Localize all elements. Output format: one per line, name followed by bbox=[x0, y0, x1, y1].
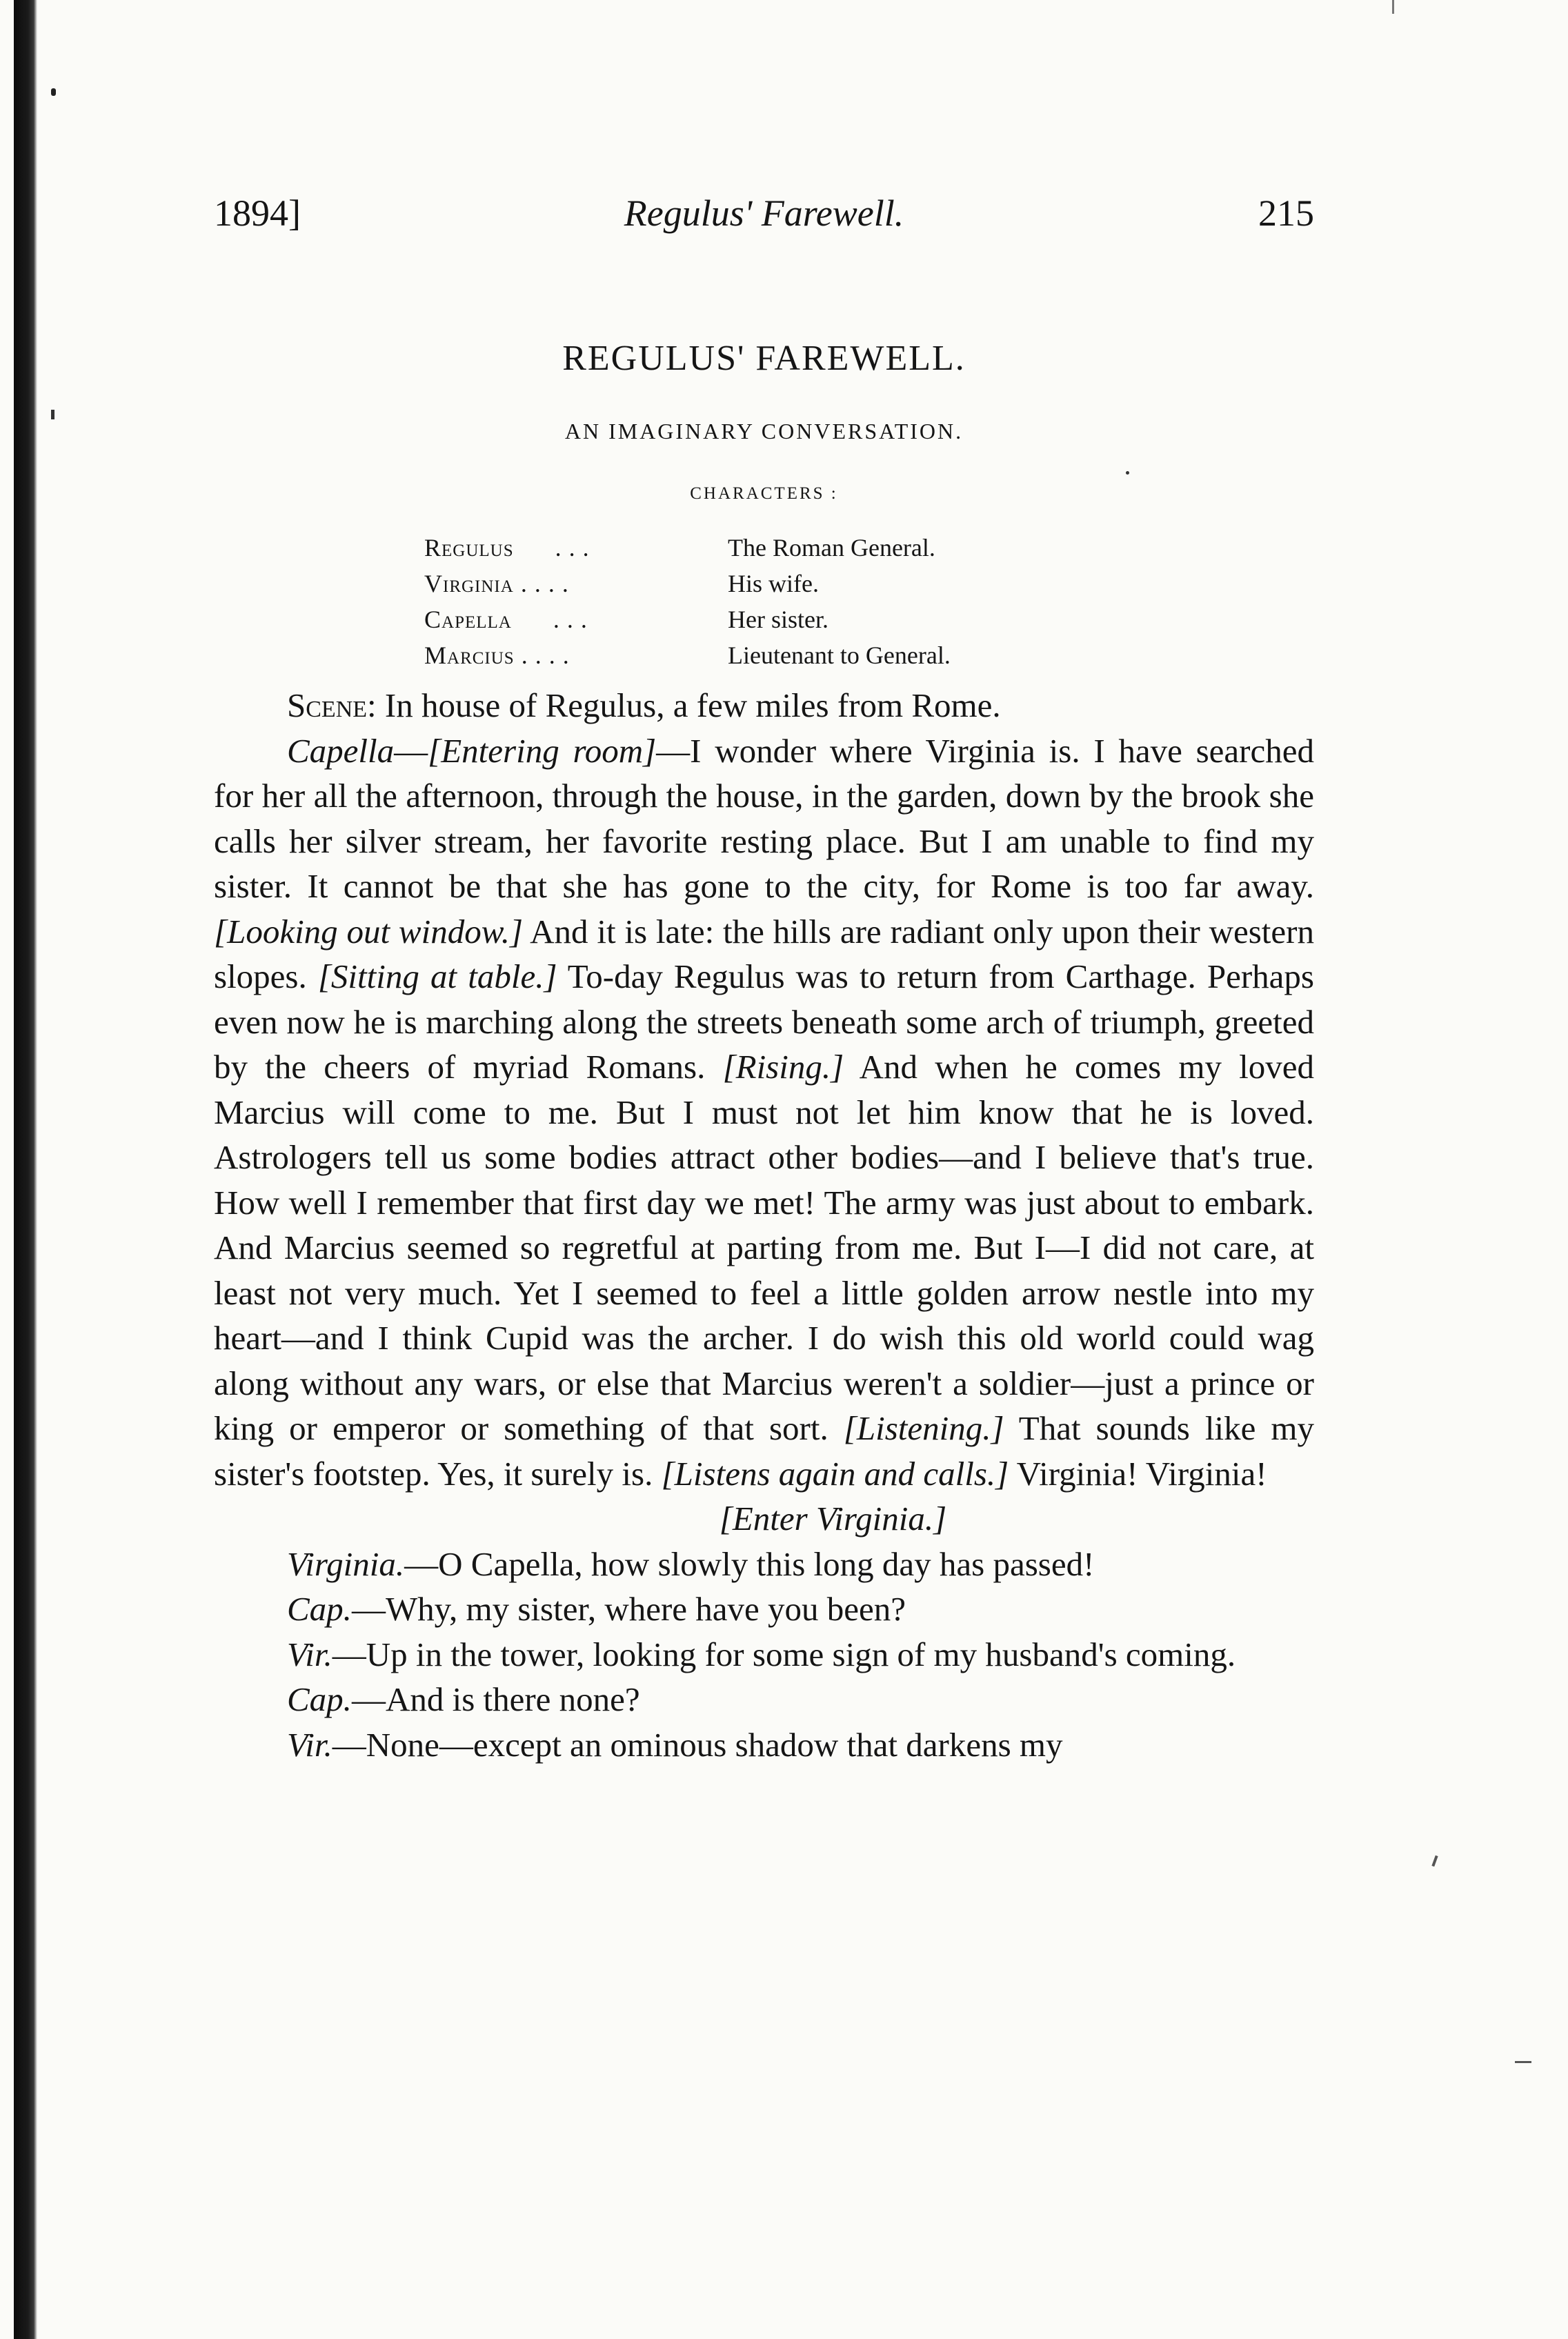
cast-name: Capella . . . bbox=[424, 606, 588, 633]
cast-list bbox=[424, 530, 1314, 673]
stage-direction: [Entering room] bbox=[428, 731, 657, 770]
cast-name: Marcius . . . . bbox=[424, 641, 570, 669]
running-head-title: Regulus' Farewell. bbox=[624, 192, 904, 234]
speaker-name: Virginia. bbox=[287, 1544, 405, 1583]
stage-direction: [Rising.] bbox=[722, 1048, 844, 1086]
scan-speck bbox=[1515, 2061, 1531, 2063]
stage-direction: [Sitting at table.] bbox=[317, 957, 557, 995]
cast-role: Lieutenant to General. bbox=[728, 641, 951, 669]
characters-heading: CHARACTERS : bbox=[690, 484, 838, 503]
speaker-name: Capella bbox=[287, 731, 395, 770]
stage-direction: [Listening.] bbox=[843, 1409, 1004, 1447]
dialogue-line bbox=[214, 1677, 1314, 1722]
capella-speech: Capella—[Entering room]—I wonder where Virginia is. I have searched for her all the afternoon, through the house, in the garden, down by the brook she calls her silver stream, her favorite resting place. But I am unable to find my sister. It cannot be that she has gone to the city, for Rome is too far away. [Looking out window.] And it is late: the hills are radiant only upon their western slopes. [Sitting at table.] To-day Regulus was to return from Carthage. Perhaps even now he is marching along the streets beneath some arch of triumph, greeted by the cheers of myriad Romans. [Rising.] And when he comes my loved Marcius will come to me. But I must not let him know that he is loved. Astrologers tell us some bodies attract other bodies—and I believe that's true. How well I remember that first day we met! The army was just about to embark. And Marcius seemed so regretful at parting from me. But I—I did not care, at least not very much. Yet I seemed to feel a little golden arrow nestle into my heart—and I think Cupid was the archer. I do wish this old world could wag along without any wars, or else that Marcius weren't a soldier—just a prince or king or emperor or something of that sort. [Listening.] That sounds like my sister's footstep. Yes, it surely is. [Listens again and calls.] Virginia! Virginia! bbox=[214, 731, 1314, 1493]
scan-speck bbox=[51, 410, 54, 419]
scan-speck bbox=[51, 88, 56, 96]
cast-role: His wife. bbox=[728, 570, 819, 597]
speaker-name: Cap. bbox=[287, 1590, 352, 1628]
cast-row bbox=[424, 637, 1314, 673]
book-spine-shadow bbox=[14, 0, 37, 2339]
speaker-name: Vir. bbox=[287, 1635, 333, 1673]
stage-direction: [Looking out window.] bbox=[214, 912, 524, 950]
page-number: 215 bbox=[1258, 192, 1314, 234]
dialogue-line bbox=[214, 1722, 1314, 1768]
scene-description: : In house of Regulus, a few miles from Rome. bbox=[367, 686, 1001, 724]
cast-name: Regulus . . . bbox=[424, 534, 590, 561]
article-subtitle: AN IMAGINARY CONVERSATION. bbox=[564, 419, 964, 444]
speaker-name: Cap. bbox=[287, 1680, 352, 1718]
cast-role: The Roman General. bbox=[728, 534, 935, 561]
stage-direction-enter: [Enter Virginia.] bbox=[719, 1500, 947, 1537]
running-head-year: 1894] bbox=[214, 192, 301, 234]
book-page bbox=[214, 192, 1314, 1767]
dialogue-line bbox=[214, 1632, 1314, 1678]
running-head bbox=[214, 192, 1314, 247]
scan-speck bbox=[1431, 1855, 1438, 1867]
cast-role: Her sister. bbox=[728, 606, 828, 633]
scene-line bbox=[214, 683, 1314, 728]
speech-text: —Why, my sister, where have you been? bbox=[351, 1590, 906, 1628]
speech-text: —Up in the tower, looking for some sign of my husband's coming. bbox=[332, 1635, 1236, 1673]
speaker-name: Vir. bbox=[287, 1725, 333, 1764]
cast-row bbox=[424, 601, 1314, 637]
article-title: REGULUS' FAREWELL. bbox=[562, 339, 966, 378]
cast-row bbox=[424, 566, 1314, 601]
scene-label: Scene bbox=[287, 686, 368, 724]
scan-speck bbox=[1392, 0, 1394, 14]
stage-direction: [Listens again and calls.] bbox=[661, 1454, 1009, 1493]
cast-row bbox=[424, 530, 1314, 566]
dialogue-line bbox=[214, 1586, 1314, 1632]
dialogue-line bbox=[214, 1542, 1314, 1587]
speech-text: —O Capella, how slowly this long day has passed! bbox=[404, 1544, 1095, 1583]
speech-text: —None—except an ominous shadow that darkens my bbox=[332, 1725, 1063, 1764]
play-text bbox=[214, 683, 1314, 1767]
cast-name: Virginia . . . . bbox=[424, 570, 569, 597]
speech-text: —And is there none? bbox=[351, 1680, 640, 1718]
